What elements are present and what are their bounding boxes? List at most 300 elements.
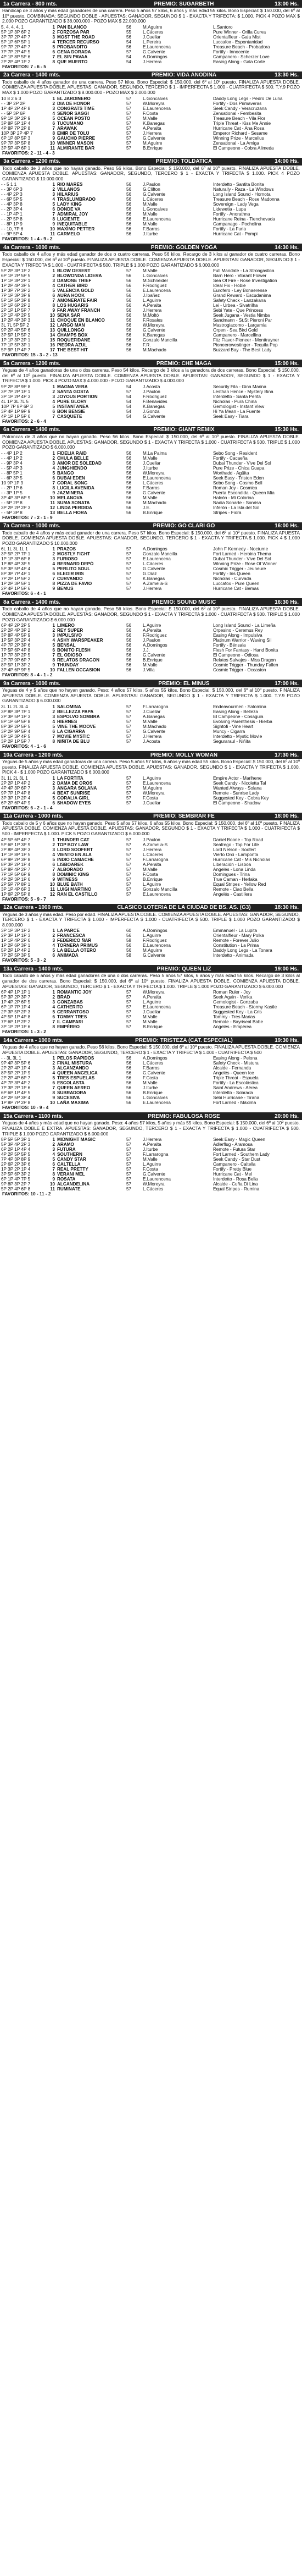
weight: 56 (126, 623, 132, 628)
post-number: 1 (52, 96, 55, 101)
table-row (0, 35, 302, 40)
weight: 56 (126, 187, 132, 192)
recent-form: 1P 3P 2P 1P 4 (1, 1167, 31, 1172)
recent-form: 3P 2P 9P 5P 4 (1, 729, 31, 735)
weight: 57 (126, 145, 132, 151)
pedigree: Safety Check - Mistura (213, 1061, 259, 1066)
pedigree: Vierto Orci - Lamponta (213, 852, 259, 857)
weight: 57 (126, 1187, 132, 1192)
recent-form: 8P 5P 1P 3P 2 (1, 663, 31, 668)
horse-name: LUIGI MARTINO (57, 886, 92, 892)
post-number: 5 (52, 857, 55, 862)
horse-name: TOP BOY LAW (57, 842, 88, 847)
pedigree: Interdetto - Santa Perita (213, 394, 261, 399)
recent-form: 4P 8P 7P 2P 8 (1, 125, 31, 131)
horse-name: LARGO MAN (57, 323, 85, 328)
post-number: 1 (52, 182, 55, 187)
weight: 57 (126, 837, 132, 842)
horse-name: FORZOSA PAR (57, 29, 90, 35)
pedigree: Sebo Song - Cosmo Bell (213, 480, 262, 486)
jockey-name: L.Goncalves (143, 273, 168, 279)
pedigree: Fortify - La Escolástica (213, 1080, 259, 1086)
recent-form: 3L 1L 2L 3L 1 (1, 775, 28, 781)
weight: 56 (126, 653, 132, 658)
post-number: 1 (52, 384, 55, 389)
pedigree: Easing Along - Belleza (213, 709, 258, 715)
race-conditions: Handicap de 3 años y más edad ganadores de una carrera. Peso 5 años 57 kilos, 6 años y más edad 55 kilos. Bono Especial: $ 150.000, del 6º al 10º puesto. COMBINADA: SEGUNDO DOBLE - APUESTAS: GANADOR, SEGUNDO $ 1 - EXACTA Y TRIFECTA: $ 1.000. PICK 4 POZO MAX $ 2.000 POZO GARANTIZADO $ 38.000.000 - POZO MAX $ 22.000.000 (2, 8, 300, 24)
weight: 56 (126, 1075, 132, 1081)
race-conditions: Yeguas de 4 años y más edad que no hayan ganado. Peso: 4 años 57 kilos, 5 años y más 55 kilos. Bono Especial: $ 150.000, del 6º al 10º puesto. FINALIZA DOBLE E EXTRA. APUESTAS: GANADOR, SEGUNDO, TERCERO $ 1 - EXACTA Y TRIFECTA $ 1.000 - CUATRIFECTA $ 500. TRIPLE $ 1.000 POZO GARANTIZADO $ 6.000.000 (2, 1120, 300, 1137)
recent-form: 1P 5P 3P 2P 4 (1, 638, 31, 643)
post-number: 1 (52, 990, 55, 995)
table-row (0, 1157, 302, 1162)
pedigree: Endeavourmen - Salomina (213, 704, 266, 710)
table-row (0, 928, 302, 933)
jockey-name: Gonzalo Mancilla (143, 886, 177, 892)
horse-name: HILARIUS (57, 192, 79, 197)
horse-name: QUILLONGO (57, 328, 85, 333)
favorites: FAVORITOS: 10 - 9 - 4 (2, 1105, 49, 1111)
post-number: 5 (52, 948, 55, 953)
horse-name: MAGNA VERA (57, 384, 88, 389)
jockey-name: G.Calvente (143, 566, 165, 572)
recent-form: 7P 3P 2P 1P 6 (1, 1085, 31, 1091)
jockey-name: F.Barros (143, 1066, 160, 1071)
horse-name: MELANOVA (57, 495, 83, 500)
post-number: 7 (52, 1019, 55, 1025)
recent-form: - - 1P 4P 1 (1, 212, 23, 217)
table-row (0, 887, 302, 892)
table-row (0, 586, 302, 591)
post-number: 1 (52, 1137, 55, 1143)
horse-name: TOMMY TRES (57, 1014, 87, 1020)
weight: 56 (126, 510, 132, 515)
pedigree: Sebo Song - Resident (213, 450, 258, 456)
recent-form: 7P 1P 5P 3P 1 (1, 343, 31, 348)
horse-name: LUCILA AVENIDA (57, 485, 94, 490)
recent-form: 5P 3P 5P 4P 4 (1, 566, 31, 572)
jockey-name: M.La Palma (143, 450, 167, 456)
recent-form: 5P 2P 4P 6P 8 (1, 1187, 31, 1192)
recent-form: 3P 5P 4P 6P 1 (1, 145, 31, 151)
table-row (0, 1080, 302, 1085)
recent-form: 9P 7P 2P 4P 7 (1, 44, 31, 49)
weight: 57 (126, 1167, 132, 1172)
pedigree: Luccafox - Pure Queen (213, 581, 260, 587)
race-block (0, 71, 302, 158)
weight: 57 (126, 571, 132, 577)
table-row (0, 101, 302, 106)
jockey-name: A.Domingos (143, 1056, 167, 1061)
post-number: 2 (52, 551, 55, 557)
recent-form: - - 2P 3P 4 (1, 207, 23, 212)
pedigree: Nadia Sonarte - Sonrisa (213, 500, 261, 505)
table-row (0, 714, 302, 719)
horse-name: DOMINIC KING (57, 871, 90, 877)
weight: 56 (126, 648, 132, 653)
table-row (0, 505, 302, 510)
post-number: 4 (52, 1152, 55, 1157)
recent-form: 3P 3P 1P 2P 4 (1, 795, 31, 801)
table-row (0, 1071, 302, 1075)
table-row (0, 1172, 302, 1177)
pedigree: Lord Nelson - Soofert (213, 847, 256, 852)
table-row (0, 668, 302, 672)
jockey-name: F.Barros (143, 485, 160, 490)
weight: 57 (126, 1010, 132, 1015)
post-number: 5 (52, 643, 55, 648)
post-number: 8 (52, 59, 55, 64)
post-number: 10 (49, 668, 55, 673)
table-row (0, 288, 302, 293)
post-number: 7 (52, 125, 55, 131)
table-row (0, 146, 302, 151)
weight: 57 (126, 852, 132, 857)
recent-form: 4P 7P 3P 4P 2 (1, 1080, 31, 1086)
weight: 57 (126, 886, 132, 892)
weight: 56 (126, 1080, 132, 1086)
recent-form: 1P 2P 4P 3P 5 (1, 283, 31, 289)
horse-name: PRAZOS (57, 547, 76, 552)
table-row (0, 724, 302, 729)
jockey-name: A.Peralta (143, 628, 161, 633)
jockey-name: G.Calvente (143, 729, 165, 735)
recent-form: 2P 1P 1P 5P 7 (1, 308, 31, 313)
weight: 57 (126, 785, 132, 791)
race-time: 14:00 Hs. (275, 158, 299, 165)
jockey-name: J.Herrera (143, 308, 162, 313)
jockey-name: M.Machado (143, 347, 166, 353)
horse-name: MIDNIGHT MAGIC (57, 1137, 96, 1143)
pedigree: Fortify - Pretty Blue (213, 1167, 252, 1172)
race-prize: PREMIO: FABULOSA ROSE (148, 1113, 220, 1119)
table-row (0, 96, 302, 101)
post-number: 5 (52, 44, 55, 49)
recent-form: - - 3P 1P 5 (1, 490, 23, 495)
horse-name: DUBAI EDEN (57, 475, 85, 481)
recent-form: 8P 3P 7P 4P 1 (1, 571, 31, 577)
pedigree: Campanero - Caltella (213, 1162, 256, 1167)
weight: 57 (126, 135, 132, 141)
entries-table (0, 451, 302, 515)
pedigree: Seek Candy - Star Dust (213, 1157, 261, 1162)
race-header (0, 0, 302, 8)
pedigree: Seafrego - Top For Life (213, 842, 259, 847)
table-row (0, 938, 302, 943)
weight: 57 (126, 1014, 132, 1020)
weight: 57 (126, 120, 132, 126)
weight: 57 (126, 106, 132, 111)
jockey-name: J.Cuellar (143, 1010, 161, 1015)
post-number: 6 (52, 953, 55, 958)
favorites: FAVORITOS: 10 - 11 - 2 (2, 1192, 51, 1197)
race-conditions: Yeguas de 3 años y más edad. Peso por edad. FINALIZA APUESTA DOBLE. COMIENZA APUESTA DOBLE. APUESTAS: GANADOR, SEGUNDO, TERCERO $ 1 - EXACTA Y TRIFECTA $ 1.000 - IMPERFECTA $ 1.000 - CUATRIFECTA $ 500. TRIPLE $ 1.000 POZO GARANTIZADO $ 8.000.000 (2, 911, 300, 928)
jockey-name: F.Barros (143, 227, 160, 232)
weight: 56 (126, 308, 132, 313)
table-row (0, 490, 302, 495)
post-number: 7 (52, 653, 55, 658)
recent-form: 2P 1P 4P 2P 5 (1, 313, 31, 318)
jockey-name: E.Laurencena (143, 1100, 171, 1106)
pedigree: Dubai Thunder - Vive Del Sol (213, 460, 271, 466)
weight: 57 (126, 1024, 132, 1030)
pedigree: Zensational - La Amiga (213, 140, 259, 146)
jockey-name: F.Costa (143, 1075, 158, 1081)
horse-name: PURE GLORY (57, 399, 87, 404)
race-prize: PREMIO: TOLDATICA (155, 158, 212, 165)
horse-name: CERRANTOSO (57, 1010, 90, 1015)
race-time: 18:00 Hs. (275, 813, 299, 820)
pedigree: Remote - Sunrise Lady (213, 790, 259, 796)
pedigree: Seek Again - Verika (213, 995, 253, 1000)
race-header (0, 1036, 302, 1044)
horse-name: BEMUS (57, 586, 74, 592)
pedigree: Long Island Sound - Hornota (213, 192, 271, 197)
weight: 56 (126, 313, 132, 318)
recent-form: 2P 3P 5P 2P 3 (1, 1010, 31, 1015)
race-number: 2a Carrera - 1400 mts. (3, 72, 60, 79)
entries-table (0, 704, 302, 744)
race-prize: PREMIO: SOUND MUSIC (152, 599, 216, 605)
horse-name: MOSTLY FIGHT (57, 551, 91, 557)
table-row (0, 347, 302, 352)
post-number: 3 (52, 394, 55, 399)
entries-table (0, 25, 302, 64)
post-number: 9 (52, 222, 55, 227)
post-number: 8 (52, 871, 55, 877)
horse-name: QUEEN AEREO (57, 1085, 91, 1091)
pedigree: Fort Larned - Máxima (213, 1100, 256, 1106)
recent-form: 7P 1P 3P 3P 9 (1, 293, 31, 299)
table-row (0, 719, 302, 724)
table-row (0, 847, 302, 852)
table-row (0, 136, 302, 141)
pedigree: Hurricane Reina - Tienchevada (213, 217, 275, 222)
table-row (0, 59, 302, 64)
recent-form: 3P 1P 3P 1P 2 (1, 928, 31, 934)
jockey-name: L.Aguirre (143, 775, 161, 781)
post-number: 2 (52, 780, 55, 786)
recent-form: 3P 5P 1P 5P 2 (1, 333, 31, 338)
race-number: 3a Carrera - 1200 mts. (3, 158, 60, 165)
race-time: 16:00 Hs. (275, 523, 299, 529)
recent-form: 2P 2P 4P 1P 4 (1, 1066, 31, 1071)
table-row (0, 1142, 302, 1147)
jockey-name: J.Herrera (143, 586, 162, 592)
weight: 57 (126, 268, 132, 274)
table-row (0, 283, 302, 288)
weight: 54 (126, 384, 132, 389)
weight: 56 (126, 470, 132, 476)
race-prize: PREMIO: GOLDEN YOGA (150, 244, 217, 251)
recent-form: 9P 8P 3P 2P 7 (1, 1182, 31, 1187)
table-row (0, 313, 302, 318)
recent-form: - - 8P 5P 1 (1, 470, 23, 476)
post-number: 4 (52, 561, 55, 567)
jockey-name: B.Enrique (143, 1090, 163, 1096)
weight: 56 (126, 34, 132, 40)
pedigree: Barn Hero - Vibrant Flower (213, 273, 267, 279)
recent-form: 2P 8P 4P 3P 3 (1, 847, 31, 852)
weight: 56 (126, 227, 132, 232)
horse-name: WITNESS (57, 876, 78, 882)
horse-name: BON BENSIE (57, 409, 85, 414)
horse-name: THE BEST HIT (57, 347, 88, 353)
recent-form: 5P 6P 1P 3P 9 (1, 842, 31, 847)
pedigree: Suggested Key - La Cris (213, 1010, 262, 1015)
pedigree: Roman Joy - Cosmica (213, 485, 258, 490)
race-block (0, 158, 302, 244)
pedigree: Interdetto - Santita Bonita (213, 182, 264, 187)
jockey-name: M.Valle (143, 455, 158, 461)
table-row (0, 1167, 302, 1172)
horse-name: PERLITO SOUL (57, 566, 91, 572)
table-row (0, 643, 302, 648)
table-row (0, 571, 302, 576)
post-number: 5 (52, 1010, 55, 1015)
weight: 54 (126, 409, 132, 414)
horse-name: MOST THE ROAD (57, 34, 95, 40)
jockey-name: J.Iturbe (143, 231, 158, 237)
pedigree: El Campeone - Shadow (213, 800, 261, 806)
recent-form: 3P 4P 6P 9P 5 (1, 668, 31, 673)
recent-form: 3P 8P 4P 5P 9 (1, 633, 31, 638)
entries-table (0, 547, 302, 591)
horse-name: SUBRADORA (57, 1090, 87, 1096)
jockey-name: E.Laurencena (143, 1177, 171, 1182)
horse-name: BRAD (57, 995, 70, 1000)
recent-form: 1P 2P 4P 3P 3 (1, 318, 31, 323)
jockey-name: L.Pereira (143, 39, 161, 45)
weight: 58 (126, 953, 132, 958)
jockey-name: F.R. (143, 343, 151, 348)
table-row (0, 384, 302, 389)
recent-form: 9P 2P 8P 9P 8 (1, 384, 31, 389)
post-number: 3 (52, 556, 55, 562)
horse-name: THUNDER CAT (57, 837, 90, 842)
recent-form: - - 5P 4P 3 (1, 465, 23, 471)
pedigree: Remote - Bayriseal Babe (213, 1019, 264, 1025)
pedigree: Hurricane Cat - Pompi (213, 231, 258, 237)
jockey-name: G.Calvente (143, 192, 165, 197)
pedigree: Zensational - Fembesita (213, 111, 261, 116)
horse-name: OCEAN POSTO (57, 115, 91, 121)
race-prize: PREMIO: SEMBRAR FE (153, 813, 215, 820)
table-row (0, 933, 302, 938)
pedigree: Muncy - Cigarra (213, 729, 245, 735)
table-row (0, 451, 302, 456)
table-row (0, 786, 302, 791)
horse-name: CATHERITO (57, 1005, 83, 1010)
pedigree: Fortify - La Furia (213, 227, 247, 232)
recent-form: 7P 2P 5P 3P 5 (1, 953, 31, 958)
weight: 57 (126, 125, 132, 131)
weight: 57 (126, 857, 132, 862)
weight: 56 (126, 480, 132, 486)
weight: 57 (126, 1005, 132, 1010)
post-number: 1 (52, 704, 55, 710)
table-row (0, 1066, 302, 1071)
race-block (0, 1112, 302, 1199)
jockey-name: A.Peralta (143, 1142, 161, 1148)
pedigree: Constitution - La Prima (213, 943, 259, 948)
jockey-name: K.Banegas (143, 120, 165, 126)
post-number: 6 (52, 1014, 55, 1020)
race-time: 15:30 Hs. (275, 427, 299, 433)
race-conditions: Todo caballo de 4 años ganador de una carrera. Peso 57 kilos. Bono Especial: $ 150.000, del 6º al 10º puesto. FINALIZA APUESTA DOBLE. COMIENZA APUESTA DOBLE. APUESTAS: GANADOR, SEGUNDO, TERCERO $ 1 - IMPERFECTA $ 1.000 - CUATRIFECTA $ 500. T.Y.9 POZO MAX $ 1.000 POZO GARANTIZADO $ 8.000.000 - POZO MAX $ 2.000.000 (2, 79, 300, 95)
jockey-name: M.Schneider (143, 278, 168, 284)
recent-form: - - 4P 2P 3 (1, 192, 23, 197)
recent-form: 9P 4P 3P 5P 6 (1, 1061, 31, 1066)
jockey-name: F.Rodriguez (143, 394, 167, 399)
post-number: 1 (52, 928, 55, 934)
jockey-name: M.Valle (143, 115, 158, 121)
race-program (0, 0, 302, 1199)
race-conditions: Todo caballo de 5 y 6 años que no hayan ganado. Peso 5 años 57 kilos, 6 años 55 kilos. Bono Especial: $ 150.000, del 6º al 10º puesto. FINALIZA APUESTA DOBLE. COMIENZA APUESTA DOBLE. APUESTAS: GANADOR, SEGUNDO $ 1 - EXACTA Y TRIFECTA $ 1.000 - CUATRIFECTA $ 500 - IMPERFECTA $ 1.000. PICK 5 POZO GARANTIZADO $ 6.000.000 (2, 820, 300, 836)
post-number: 2 (52, 187, 55, 192)
entries-table (0, 837, 302, 897)
weight: 54 (126, 413, 132, 419)
horse-name: TUCUMANO (57, 120, 83, 126)
jockey-name: F.Rosales (143, 318, 163, 323)
table-row (0, 481, 302, 486)
pedigree: Seek Easy - Magic Queen (213, 1137, 266, 1143)
race-conditions: Yeguas de 4 años que no hayan ganado. Peso 56 kilos. Bono Especial: $ 150.000, del 6º al 10º puesto. FINALIZA APUESTA DOBLE. COMIENZA APUESTA DOBLE. APUESTAS: GANADOR, SEGUNDO, TERCERO $ 1 - EXACTA Y TRIFECTA $ 1.000 - CUATRIFECTA $ 500 (2, 1044, 300, 1055)
table-row (0, 399, 302, 404)
jockey-name: A.Domingos (143, 54, 167, 59)
pedigree: Domingues - Trina (213, 871, 250, 877)
horse-name: PAN BLANCO (57, 24, 87, 30)
weight: 57 (126, 847, 132, 852)
post-number: 7 (52, 867, 55, 872)
horse-name: LADY KING (57, 202, 82, 207)
jockey-name: M.Valle (143, 495, 158, 500)
horse-name: CURVANDO (57, 576, 83, 582)
pedigree: Winning Prize - Marcellus (213, 135, 264, 141)
post-number: 5 (52, 566, 55, 572)
jockey-name: A.Zamelia-S (143, 842, 168, 847)
table-row (0, 852, 302, 857)
race-prize: PREMIO: QUEEN LIZ (156, 966, 211, 972)
weight: 56 (126, 24, 132, 30)
jockey-name: M.Valle (143, 222, 158, 227)
weight: 57 (126, 1137, 132, 1143)
race-header (0, 751, 302, 759)
jockey-name: F.Rodriguez (143, 283, 167, 289)
weight: 56 (126, 318, 132, 323)
recent-form: 9P 7P 1P 4P 8 (1, 790, 31, 796)
weight: 57 (126, 566, 132, 572)
horse-name: LAÑA MAXIMA (57, 1100, 89, 1106)
recent-form: - - 10, 7P 6 (1, 227, 24, 232)
race-block (0, 244, 302, 360)
table-row (0, 1182, 302, 1187)
pedigree: Sightofi - Vine Heart (213, 724, 254, 730)
entries-table (0, 1137, 302, 1192)
table-row (0, 192, 302, 197)
race-conditions: Todo caballo de 4 años y más edad ganador de dos o cuatro carreras. Peso 56 kilos. Recargo de 3 kilos al ganador de cuatro carreras. Bono Especial: $ 150.000, del 6º al 10º puesto. FINALIZA APUESTA DOBLE. COMIENZA APUESTA DOBLE. APUESTAS: GANADOR, SEGUNDO $ 1 - EXACTA Y TRIFECTA $ 1.000 - CUATRIFECTA $ 500. TRIPLE $ 1.000 POZO GARANTIZADO $ 6.000.000 (2, 251, 300, 268)
horse-name: BLOW DESERT (57, 268, 91, 274)
jockey-name: L.Aguirre (143, 298, 161, 304)
table-row (0, 333, 302, 338)
jockey-name: J.Herrera (143, 59, 162, 64)
post-number: 1 (52, 623, 55, 628)
horse-name: TRES ESPUELAS (57, 1075, 95, 1081)
horse-name: ANIMADA (57, 953, 79, 958)
horse-name: JOYOUS PORTION (57, 394, 98, 399)
table-row (0, 1152, 302, 1157)
recent-form: 9P 1P 3P 2P 9 (1, 115, 31, 121)
